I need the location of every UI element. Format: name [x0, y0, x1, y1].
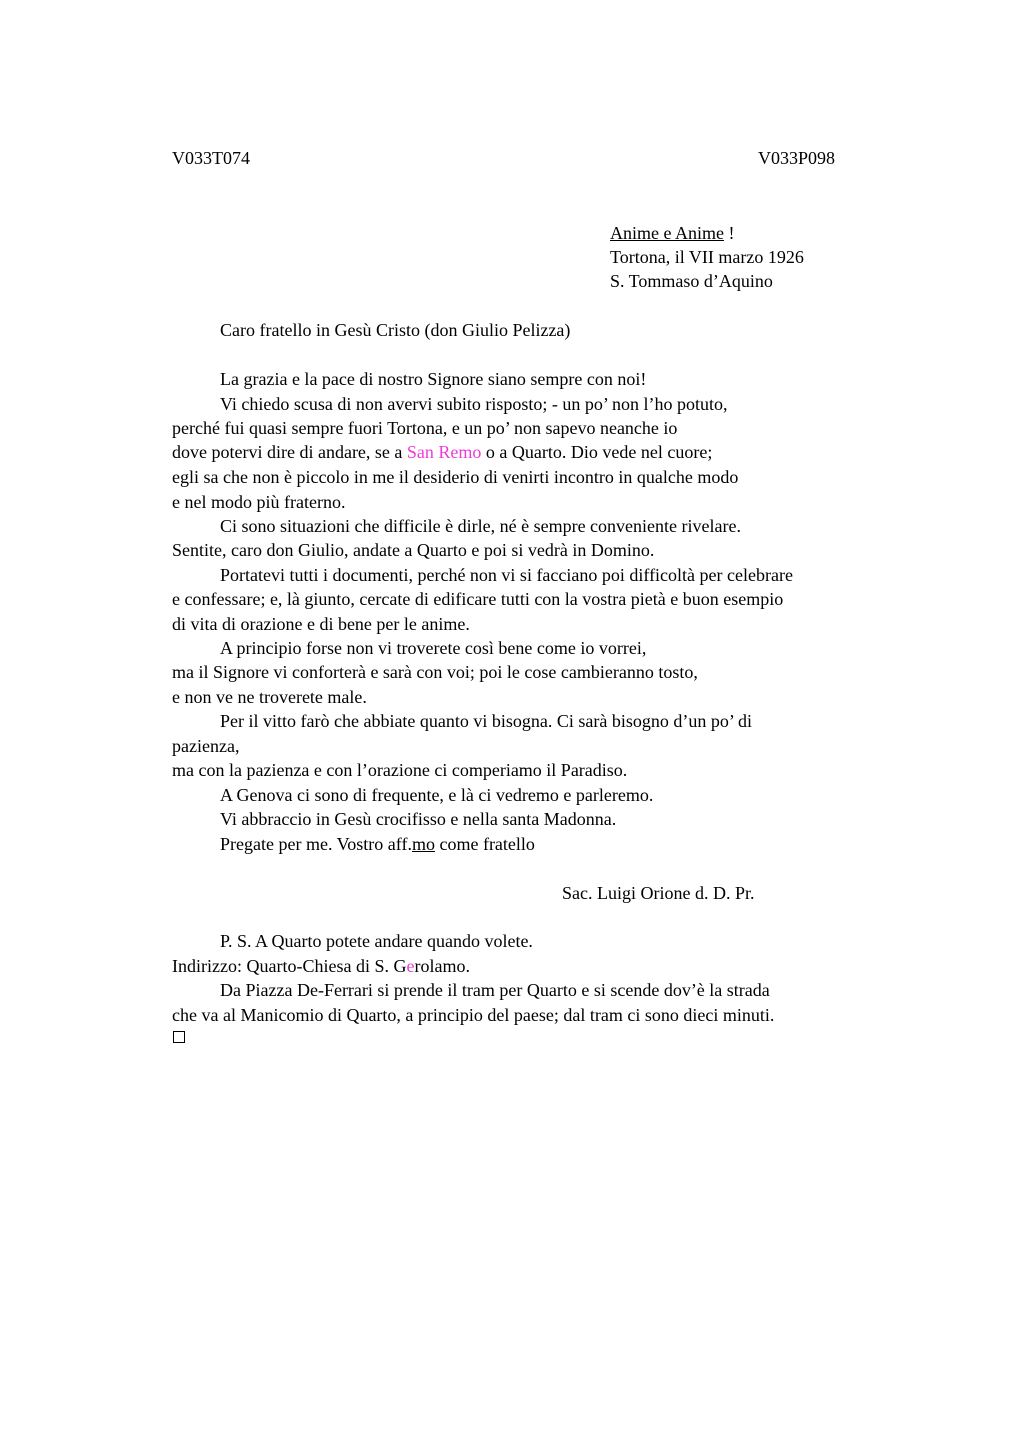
right-code: V033P098: [758, 148, 836, 168]
body-line: ma il Signore vi conforterà e sarà con voi; poi le cose cambieranno tosto,: [172, 662, 698, 682]
feast-day: S. Tommaso d’Aquino: [610, 271, 773, 291]
salutation: Caro fratello in Gesù Cristo (don Giulio Pelizza): [220, 320, 571, 340]
letter-title: [610, 221, 734, 245]
body-line: e non ve ne troverete male.: [172, 687, 367, 707]
highlight-e: e: [406, 956, 415, 976]
underlined-mo: mo: [411, 834, 435, 854]
body-line: [220, 832, 535, 856]
body-line: di vita di orazione e di bene per le anime.: [172, 614, 470, 634]
body-line: A principio forse non vi troverete così bene come io vorrei,: [220, 638, 647, 658]
body-line: egli sa che non è piccolo in me il desiderio di venirti incontro in qualche modo: [172, 467, 739, 487]
body-line: Sentite, caro don Giulio, andate a Quarto e poi si vedrà in Domino.: [172, 540, 655, 560]
body-text: dove potervi dire di andare, se a: [172, 442, 407, 462]
left-code: V033T074: [172, 148, 250, 168]
body-text: Pregate per me. Vostro aff.: [220, 834, 412, 854]
body-line: e confessare; e, là giunto, cercate di edificare tutti con la vostra pietà e buon esempio: [172, 589, 784, 609]
body-line: Portatevi tutti i documenti, perché non vi si facciano poi difficoltà per celebrare: [220, 565, 793, 585]
title-text: Anime e Anime: [610, 223, 724, 243]
body-line: Vi abbraccio in Gesù crocifisso e nella santa Madonna.: [220, 809, 617, 829]
body-line: ma con la pazienza e con l’orazione ci comperiamo il Paradiso.: [172, 760, 628, 780]
ps-text: rolamo.: [414, 956, 470, 976]
body-line: La grazia e la pace di nostro Signore siano sempre con noi!: [220, 369, 647, 389]
postscript-line: che va al Manicomio di Quarto, a principio del paese; dal tram ci sono dieci minuti.: [172, 1005, 775, 1025]
body-line: perché fui quasi sempre fuori Tortona, e un po’ non sapevo neanche io: [172, 418, 678, 438]
body-line: A Genova ci sono di frequente, e là ci vedremo e parleremo.: [220, 785, 654, 805]
body-line: Ci sono situazioni che difficile è dirle, né è sempre conveniente rivelare.: [220, 516, 741, 536]
signature: Sac. Luigi Orione d. D. Pr.: [562, 883, 755, 903]
body-line: e nel modo più fraterno.: [172, 492, 346, 512]
highlight-san-remo: San Remo: [406, 442, 482, 462]
body-line: Per il vitto farò che abbiate quanto vi bisogna. Ci sarà bisogno d’un po’ di: [220, 711, 753, 731]
postscript-line: Da Piazza De-Ferrari si prende il tram per Quarto e si scende dov’è la strada: [220, 980, 770, 1000]
ps-text: Indirizzo: Quarto-Chiesa di S. G: [172, 956, 407, 976]
body-line: Vi chiedo scusa di non avervi subito risposto; - un po’ non l’ho potuto,: [220, 394, 728, 414]
postscript-line: P. S. A Quarto potete andare quando volete.: [220, 931, 533, 951]
title-suffix: !: [723, 223, 735, 243]
body-line: [172, 440, 712, 464]
body-text: o a Quarto. Dio vede nel cuore;: [481, 442, 713, 462]
body-text: come fratello: [434, 834, 535, 854]
square-glyph-icon: [173, 1031, 185, 1043]
body-line: pazienza,: [172, 736, 240, 756]
place-date: Tortona, il VII marzo 1926: [610, 247, 804, 267]
postscript-line: [172, 954, 470, 978]
